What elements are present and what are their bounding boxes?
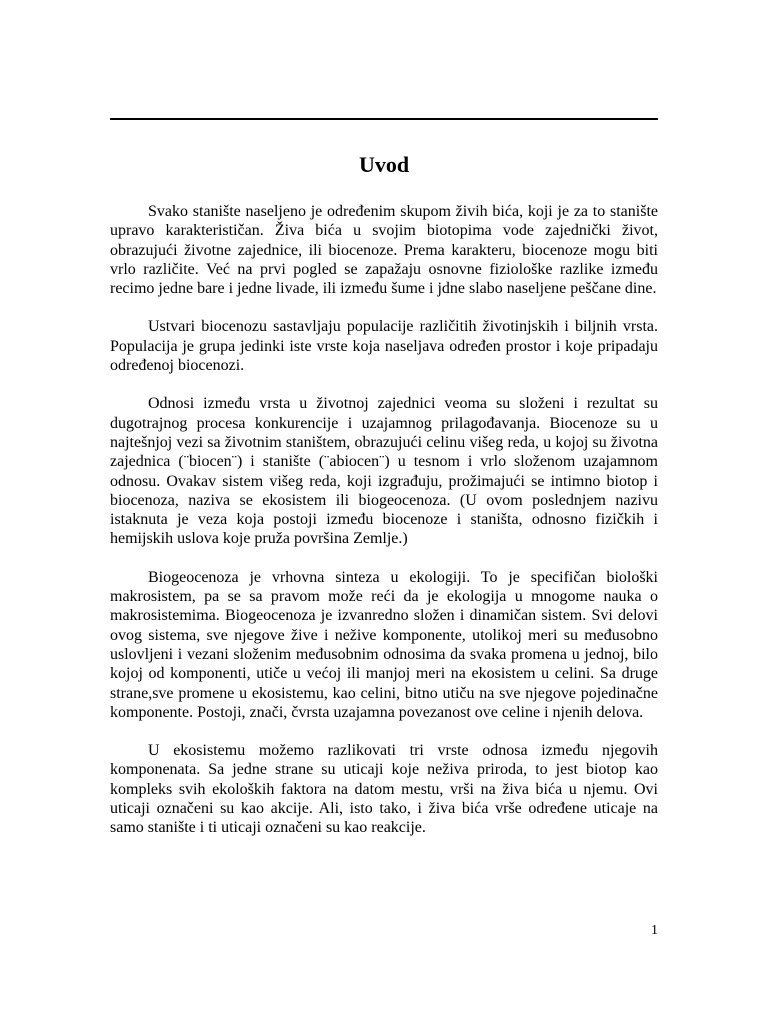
paragraph-1: Svako stanište naseljeno je određenim skupom živih bića, koji je za to stanište upravo karakterističan. Živa bića u svojim biotopima vode zajednički život, obrazujući životne zajednice, ili biocenoze. Prema karakteru, biocenoze mogu biti vrlo različite. Već na prvi pogled se zapažaju osnovne fiziološke razlike između recimo jedne bare i jedne livade, ili između šume i jdne slabo naseljene peščane dine. bbox=[110, 203, 658, 298]
header-rule bbox=[110, 118, 658, 120]
page-number: 1 bbox=[651, 923, 658, 938]
page-title: Uvod bbox=[358, 152, 410, 177]
paragraph-5: U ekosistemu možemo razlikovati tri vrste odnosa između njegovih komponenata. Sa jedne strane su uticaji koje neživa priroda, to jest biotop kao kompleks svih ekoloških faktora na datom mestu, vrši na živa bića u njemu. Ovi uticaji označeni su kao akcije. Ali, isto tako, i živa bića vrše određene uticaje na samo stanište i ti uticaji označeni su kao reakcije. bbox=[110, 742, 658, 837]
paragraph-4: Biogeocenoza je vrhovna sinteza u ekologiji. To je specifičan biološki makrosistem, pa se sa pravom može reći da je ekologija u mnogome nauka o makrosistemima. Biogeocenoza je izvanredno složen i dinamičan sistem. Svi delovi ovog sistema, sve njegove žive i nežive komponente, utolikoj meri su međusobno uslovljeni i vezani složenim međusobnim odnosima da svaka promena u jednoj, bilo kojoj od komponenti, utiče u većoj ili manjoj meri na ekosistem u celini. Sa druge strane,sve promene u ekosistemu, kao celini, bitno utiču na sve njegove pojedinačne komponente. Postoji, znači, čvrsta uzajamna povezanost ove celine i njenih delova. bbox=[110, 568, 658, 721]
paragraph-2: Ustvari biocenozu sastavljaju populacije različitih životinjskih i biljnih vrsta. Populacija je grupa jedinki iste vrste koja naseljava određen prostor i koje pripadaju određenoj biocenozi. bbox=[110, 318, 658, 375]
paragraph-3: Odnosi između vrsta u životnoj zajednici veoma su složeni i rezultat su dugotrajnog procesa konkurencije i uzajamnog prilagođavanja. Biocenoze su u najtešnjoj vezi sa životnim staništem, obrazujući celinu višeg reda, u kojoj su životna zajednica (¨biocen¨) i stanište (¨abiocen¨) u tesnom i vrlo složenom uzajamnom odnosu. Ovakav sistem višeg reda, koji izgrađuju, prožimajući se intimno biotop i biocenoza, naziva se ekosistem ili biogeocenoza. (U ovom poslednjem nazivu istaknuta je veza koja postoji između biocenoze i staništa, odnosno fizičkih i hemijskih uslova koje pruža površina Zemlje.) bbox=[110, 395, 658, 548]
body-text bbox=[110, 202, 658, 857]
